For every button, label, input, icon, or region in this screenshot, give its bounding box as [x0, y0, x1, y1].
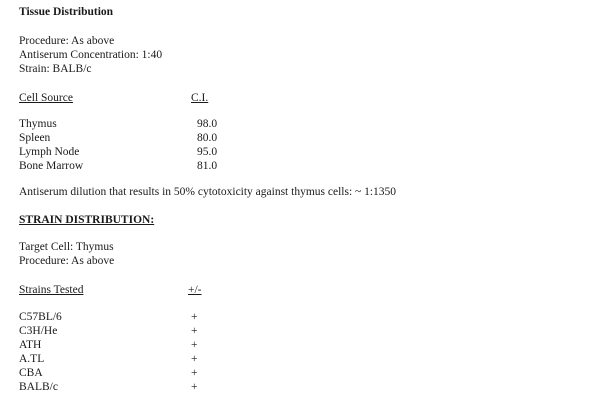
strain-row: ATH	[19, 339, 42, 351]
tissue-procedure-text: Procedure: As above	[19, 35, 115, 47]
ci-value: 95.0	[197, 146, 218, 158]
dilution-note-text: Antiserum dilution that results in 50% cytotoxicity against thymus cells: ~ 1:1350	[19, 186, 397, 198]
strain-row: C3H/He	[19, 325, 58, 337]
cell-source-column-header: Cell Source	[19, 92, 73, 104]
strain-row: BALB/c	[19, 381, 58, 393]
antiserum-concentration-text: Antiserum Concentration: 1:40	[19, 49, 163, 61]
cell-source-row: Bone Marrow	[19, 160, 84, 172]
ci-column-header: C.I.	[191, 92, 209, 104]
cell-source-row: Lymph Node	[19, 146, 80, 158]
strain-result: +	[191, 367, 198, 379]
strain-result: +	[191, 381, 198, 393]
strain-result: +	[191, 339, 198, 351]
tissue-distribution-heading: Tissue Distribution	[19, 6, 114, 18]
strain-row: CBA	[19, 367, 43, 379]
target-cell-text: Target Cell: Thymus	[19, 241, 114, 253]
strain-result: +	[191, 311, 198, 323]
strain-distribution-heading: STRAIN DISTRIBUTION:	[19, 214, 155, 226]
strain-text: Strain: BALB/c	[19, 63, 92, 75]
strain-procedure-text: Procedure: As above	[19, 255, 115, 267]
cell-source-row: Thymus	[19, 118, 57, 130]
strain-result: +	[191, 353, 198, 365]
strain-row: A.TL	[19, 353, 45, 365]
strain-row: C57BL/6	[19, 311, 62, 323]
cell-source-row: Spleen	[19, 132, 51, 144]
result-column-header: +/-	[188, 284, 202, 296]
ci-value: 81.0	[197, 160, 218, 172]
strains-tested-column-header: Strains Tested	[19, 284, 84, 296]
ci-value: 98.0	[197, 118, 218, 130]
ci-value: 80.0	[197, 132, 218, 144]
strain-result: +	[191, 325, 198, 337]
